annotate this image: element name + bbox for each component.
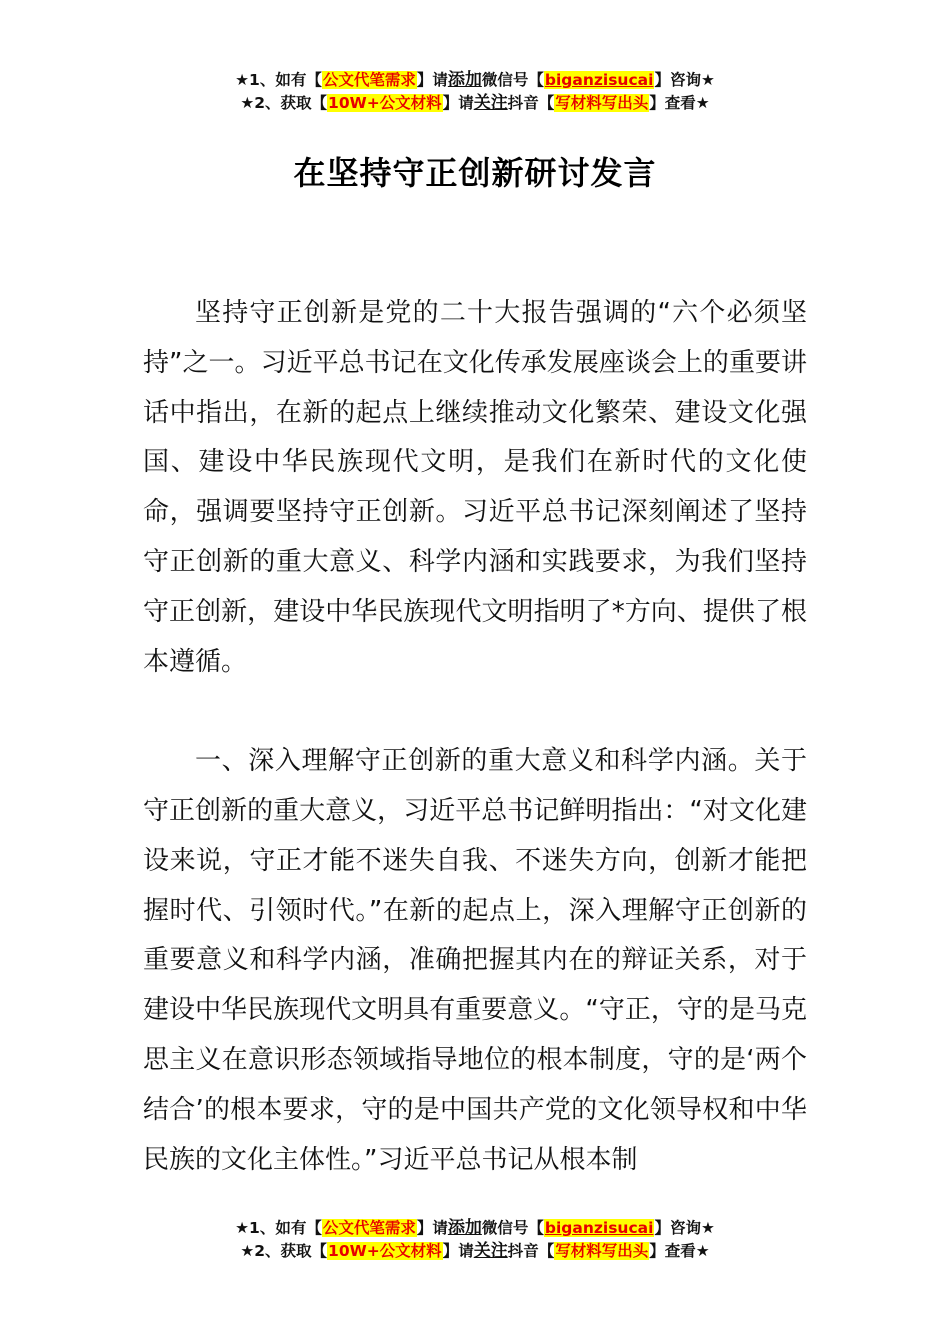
- header-banner: [0, 69, 950, 115]
- douyin-account: 写材料写出头: [555, 94, 649, 112]
- highlight-service: 公文代笔需求: [322, 71, 416, 89]
- banner-text: 抖音【: [507, 1242, 555, 1260]
- highlight-materials: 10W+公文材料: [328, 94, 442, 112]
- banner-text: 微信号【: [481, 71, 544, 89]
- banner-text: ★2、获取【: [240, 94, 328, 112]
- paragraph-gap: [143, 687, 807, 737]
- paragraph-intro: 坚持守正创新是党的二十大报告强调的“六个必须坚持”之一。习近平总书记在文化传承发展座谈会上的重要讲话中指出，在新的起点上继续推动文化繁荣、建设文化强国、建设中华民族现代文明，是我们在新时代的文化使命，强调要坚持守正创新。习近平总书记深刻阐述了坚持守正创新的重大意义、科学内涵和实践要求，为我们坚持守正创新，建设中华民族现代文明指明了*方向、提供了根本遵循。: [143, 298, 807, 677]
- emphasis-add: 添加: [447, 70, 482, 90]
- banner-text: 抖音【: [507, 94, 555, 112]
- wechat-id-link[interactable]: biganzisucai: [544, 1219, 654, 1237]
- wechat-id-link[interactable]: biganzisucai: [544, 71, 654, 89]
- banner-line-2: [0, 1240, 950, 1263]
- banner-text: ★1、如有【: [235, 1219, 322, 1237]
- banner-line-1: [0, 69, 950, 92]
- banner-text: ★2、获取【: [240, 1242, 328, 1260]
- banner-text: 】查看★: [649, 94, 710, 112]
- douyin-account: 写材料写出头: [555, 1242, 649, 1260]
- document-body: [143, 289, 807, 1185]
- emphasis-add: 添加: [447, 1218, 482, 1238]
- banner-text: 】请: [416, 71, 448, 89]
- banner-text: 】查看★: [649, 1242, 710, 1260]
- banner-text: 】咨询★: [654, 71, 715, 89]
- banner-text: 微信号【: [481, 1219, 544, 1237]
- highlight-materials: 10W+公文材料: [328, 1242, 442, 1260]
- banner-text: 】请: [416, 1219, 448, 1237]
- footer-banner: [0, 1217, 950, 1263]
- emphasis-follow: 关注: [473, 93, 508, 113]
- paragraph-section-1: 一、深入理解守正创新的重大意义和科学内涵。关于守正创新的重大意义，习近平总书记鲜明指出：“对文化建设来说，守正才能不迷失自我、不迷失方向，创新才能把握时代、引领时代。”在新的起点上，深入理解守正创新的重要意义和科学内涵，准确把握其内在的辩证关系，对于建设中华民族现代文明具有重要意义。“守正，守的是马克思主义在意识形态领域指导地位的根本制度，守的是‘两个结合’的根本要求，守的是中国共产党的文化领导权和中华民族的文化主体性。”习近平总书记从根本制: [143, 746, 807, 1175]
- banner-text: 】请: [442, 1242, 474, 1260]
- banner-line-1: [0, 1217, 950, 1240]
- banner-line-2: [0, 92, 950, 115]
- document-title: 在坚持守正创新研讨发言: [293, 154, 657, 192]
- highlight-service: 公文代笔需求: [322, 1219, 416, 1237]
- emphasis-follow: 关注: [473, 1241, 508, 1261]
- banner-text: ★1、如有【: [235, 71, 322, 89]
- banner-text: 】请: [442, 94, 474, 112]
- banner-text: 】咨询★: [654, 1219, 715, 1237]
